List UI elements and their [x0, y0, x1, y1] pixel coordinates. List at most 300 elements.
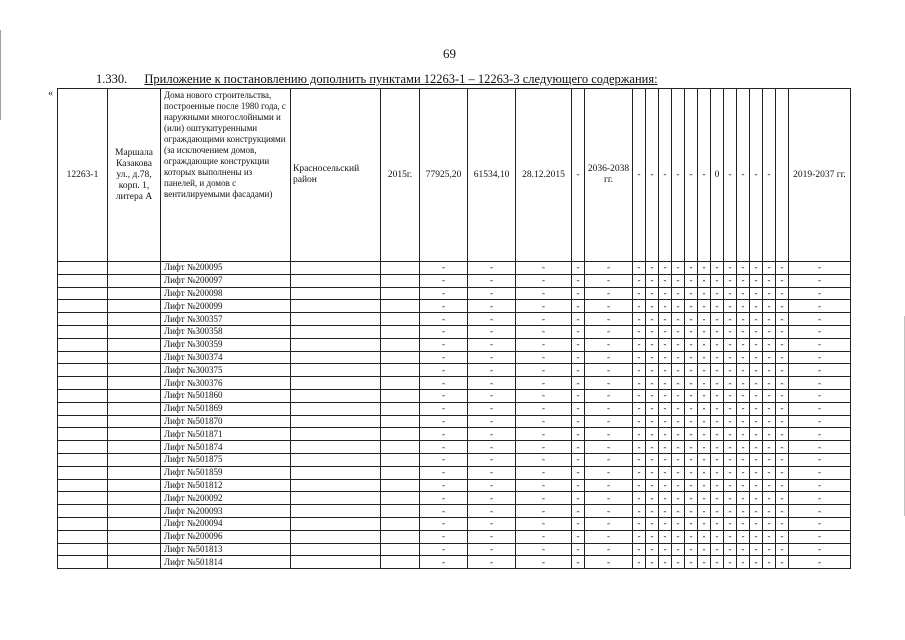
cell-dash: -: [737, 453, 750, 466]
cell-dash: -: [572, 274, 585, 287]
cell-dash: -: [698, 543, 711, 556]
cell-dash: -: [646, 364, 659, 377]
cell-dash: -: [659, 530, 672, 543]
cell-dash: -: [516, 351, 572, 364]
cell-dash: -: [672, 530, 685, 543]
cell-dash: -: [420, 287, 468, 300]
cell-dash: -: [750, 402, 763, 415]
cell-lift-name: Лифт №300376: [161, 377, 291, 390]
cell-dash: -: [685, 274, 698, 287]
cell-empty: [58, 505, 108, 518]
cell-lift-name: Лифт №501860: [161, 389, 291, 402]
cell-dash: -: [724, 351, 737, 364]
cell-dash: -: [685, 517, 698, 530]
table-row: [58, 441, 851, 454]
cell-dash: -: [711, 325, 724, 338]
cell-dash: -: [750, 505, 763, 518]
cell-dash: -: [516, 556, 572, 569]
cell-dash: -: [698, 453, 711, 466]
cell-dash: -: [516, 441, 572, 454]
cell-dash: -: [685, 364, 698, 377]
cell-dash: -: [659, 492, 672, 505]
cell-dash: -: [659, 287, 672, 300]
cell-dash: -: [711, 492, 724, 505]
cell-dash: -: [659, 479, 672, 492]
cell-dash: -: [776, 274, 789, 287]
cell-dash: -: [659, 89, 672, 262]
table-row: [58, 325, 851, 338]
cell-dash: -: [763, 505, 776, 518]
cell-dash: -: [672, 313, 685, 326]
cell-dash: -: [468, 530, 516, 543]
cell-dash: -: [750, 479, 763, 492]
cell-empty: [58, 351, 108, 364]
cell-dash: -: [516, 377, 572, 390]
cell-dash: -: [646, 530, 659, 543]
cell-dash: -: [737, 262, 750, 275]
cell-dash: -: [776, 556, 789, 569]
cell-dash: -: [420, 505, 468, 518]
cell-date: 28.12.2015: [516, 89, 572, 262]
cell-dash: -: [789, 389, 851, 402]
cell-dash: -: [750, 351, 763, 364]
cell-dash: -: [672, 287, 685, 300]
cell-dash: -: [516, 389, 572, 402]
cell-dash: -: [737, 543, 750, 556]
cell-dash: -: [585, 389, 633, 402]
cell-empty: [108, 492, 161, 505]
cell-dash: -: [724, 415, 737, 428]
cell-dash: -: [516, 262, 572, 275]
cell-dash: -: [672, 262, 685, 275]
cell-dash: -: [737, 530, 750, 543]
cell-dash: -: [633, 428, 646, 441]
cell-dash: -: [711, 300, 724, 313]
cell-empty: [108, 313, 161, 326]
cell-dash: -: [672, 274, 685, 287]
cell-lift-name: Лифт №200092: [161, 492, 291, 505]
cell-dash: -: [633, 466, 646, 479]
cell-empty: [381, 402, 420, 415]
cell-dash: -: [789, 428, 851, 441]
cell-dash: -: [659, 313, 672, 326]
cell-dash: -: [750, 274, 763, 287]
cell-dash: -: [572, 543, 585, 556]
cell-dash: -: [468, 287, 516, 300]
cell-dash: -: [763, 466, 776, 479]
cell-lift-name: Лифт №501869: [161, 402, 291, 415]
cell-dash: -: [468, 492, 516, 505]
cell-period-end: 2019-2037 гг.: [789, 89, 851, 262]
cell-dash: -: [420, 556, 468, 569]
cell-dash: -: [659, 415, 672, 428]
cell-dash: -: [633, 479, 646, 492]
cell-dash: -: [685, 287, 698, 300]
cell-area-total: 77925,20: [420, 89, 468, 262]
cell-dash: -: [646, 274, 659, 287]
cell-dash: -: [724, 479, 737, 492]
cell-empty: [381, 466, 420, 479]
cell-dash: -: [516, 325, 572, 338]
cell-empty: [58, 300, 108, 313]
cell-dash: -: [763, 530, 776, 543]
cell-dash: -: [420, 517, 468, 530]
cell-dash: -: [724, 428, 737, 441]
cell-dash: -: [572, 300, 585, 313]
cell-dash: -: [516, 313, 572, 326]
table-row: [58, 517, 851, 530]
cell-dash: -: [516, 517, 572, 530]
table-row: [58, 300, 851, 313]
cell-dash: -: [420, 402, 468, 415]
cell-dash: -: [572, 517, 585, 530]
cell-empty: [108, 300, 161, 313]
cell-dash: -: [763, 274, 776, 287]
cell-empty: [381, 505, 420, 518]
cell-dash: -: [468, 364, 516, 377]
intro-number: 1.330.: [96, 72, 128, 86]
cell-dash: -: [711, 505, 724, 518]
cell-dash: -: [711, 338, 724, 351]
table-row: [58, 530, 851, 543]
cell-dash: -: [646, 466, 659, 479]
cell-dash: -: [468, 300, 516, 313]
cell-dash: -: [763, 441, 776, 454]
cell-dash: -: [711, 453, 724, 466]
cell-dash: -: [685, 479, 698, 492]
cell-dash: -: [633, 262, 646, 275]
cell-dash: -: [750, 415, 763, 428]
cell-dash: -: [646, 505, 659, 518]
cell-dash: -: [572, 556, 585, 569]
cell-lift-name: Лифт №501814: [161, 556, 291, 569]
cell-dash: -: [763, 313, 776, 326]
cell-dash: -: [776, 530, 789, 543]
cell-dash: -: [776, 389, 789, 402]
cell-dash: -: [776, 402, 789, 415]
cell-dash: -: [572, 364, 585, 377]
table-row: [58, 377, 851, 390]
cell-dash: -: [585, 287, 633, 300]
cell-dash: -: [711, 377, 724, 390]
cell-empty: [291, 313, 381, 326]
cell-dash: -: [468, 453, 516, 466]
cell-lift-name: Лифт №501875: [161, 453, 291, 466]
cell-dash: -: [789, 517, 851, 530]
cell-dash: -: [672, 505, 685, 518]
cell-dash: -: [420, 389, 468, 402]
cell-dash: -: [685, 505, 698, 518]
cell-lift-name: Лифт №501813: [161, 543, 291, 556]
cell-dash: -: [724, 453, 737, 466]
cell-dash: -: [420, 479, 468, 492]
cell-dash: -: [763, 556, 776, 569]
cell-dash: -: [420, 364, 468, 377]
cell-dash: -: [572, 377, 585, 390]
cell-dash: -: [737, 517, 750, 530]
cell-empty: [776, 89, 789, 262]
cell-dash: -: [468, 325, 516, 338]
cell-empty: [381, 492, 420, 505]
cell-dash: -: [776, 325, 789, 338]
cell-dash: -: [789, 325, 851, 338]
cell-empty: [291, 530, 381, 543]
cell-empty: [291, 325, 381, 338]
cell-dash: -: [659, 556, 672, 569]
cell-empty: [381, 415, 420, 428]
table-row: [58, 262, 851, 275]
cell-dash: -: [585, 492, 633, 505]
cell-district: Красносельский район: [291, 89, 381, 262]
cell-dash: -: [724, 287, 737, 300]
cell-dash: -: [737, 351, 750, 364]
cell-dash: -: [516, 338, 572, 351]
cell-dash: -: [659, 364, 672, 377]
cell-dash: -: [420, 530, 468, 543]
cell-dash: -: [698, 338, 711, 351]
cell-lift-name: Лифт №200095: [161, 262, 291, 275]
cell-dash: -: [763, 300, 776, 313]
cell-dash: -: [737, 441, 750, 454]
cell-dash: -: [685, 543, 698, 556]
cell-empty: [108, 453, 161, 466]
cell-empty: [58, 428, 108, 441]
table-row: [58, 402, 851, 415]
cell-dash: -: [750, 530, 763, 543]
cell-dash: -: [711, 351, 724, 364]
cell-dash: -: [672, 364, 685, 377]
cell-dash: -: [711, 479, 724, 492]
cell-dash: -: [516, 479, 572, 492]
cell-dash: -: [750, 364, 763, 377]
cell-empty: [108, 517, 161, 530]
cell-dash: -: [750, 492, 763, 505]
cell-dash: -: [572, 325, 585, 338]
cell-dash: -: [420, 325, 468, 338]
cell-dash: -: [646, 402, 659, 415]
cell-dash: -: [750, 453, 763, 466]
cell-dash: -: [763, 402, 776, 415]
cell-empty: [58, 479, 108, 492]
cell-dash: -: [659, 377, 672, 390]
cell-dash: -: [737, 556, 750, 569]
cell-dash: -: [585, 479, 633, 492]
table-row: [58, 492, 851, 505]
cell-dash: -: [633, 441, 646, 454]
cell-dash: -: [646, 351, 659, 364]
cell-dash: -: [698, 274, 711, 287]
cell-dash: -: [763, 517, 776, 530]
cell-dash: -: [776, 428, 789, 441]
table-row: [58, 466, 851, 479]
cell-dash: -: [789, 402, 851, 415]
cell-dash: -: [711, 466, 724, 479]
table-row: [58, 415, 851, 428]
cell-dash: -: [672, 325, 685, 338]
cell-dash: -: [711, 441, 724, 454]
cell-dash: -: [420, 300, 468, 313]
cell-dash: -: [646, 89, 659, 262]
cell-dash: -: [659, 453, 672, 466]
cell-zero: 0: [711, 89, 724, 262]
cell-dash: -: [789, 274, 851, 287]
cell-dash: -: [789, 492, 851, 505]
cell-dash: -: [633, 287, 646, 300]
cell-dash: -: [711, 313, 724, 326]
cell-dash: -: [672, 466, 685, 479]
cell-empty: [291, 338, 381, 351]
cell-dash: -: [646, 479, 659, 492]
cell-dash: -: [724, 402, 737, 415]
cell-dash: -: [789, 377, 851, 390]
cell-dash: -: [659, 300, 672, 313]
cell-dash: -: [789, 466, 851, 479]
cell-dash: -: [572, 262, 585, 275]
cell-empty: [381, 274, 420, 287]
table-row: [58, 313, 851, 326]
cell-dash: -: [789, 543, 851, 556]
cell-dash: -: [763, 351, 776, 364]
cell-dash: -: [633, 517, 646, 530]
cell-dash: -: [750, 428, 763, 441]
cell-dash: -: [698, 505, 711, 518]
cell-empty: [291, 287, 381, 300]
cell-dash: -: [646, 428, 659, 441]
cell-dash: -: [685, 492, 698, 505]
cell-dash: -: [698, 364, 711, 377]
cell-dash: -: [711, 262, 724, 275]
cell-dash: -: [698, 287, 711, 300]
cell-empty: [291, 364, 381, 377]
cell-empty: [58, 287, 108, 300]
cell-dash: -: [698, 351, 711, 364]
cell-empty: [108, 389, 161, 402]
cell-dash: -: [789, 479, 851, 492]
cell-lift-name: Лифт №200093: [161, 505, 291, 518]
cell-dash: -: [646, 543, 659, 556]
cell-dash: -: [776, 505, 789, 518]
cell-dash: -: [659, 517, 672, 530]
cell-dash: -: [750, 441, 763, 454]
cell-dash: -: [750, 262, 763, 275]
cell-dash: -: [698, 428, 711, 441]
cell-empty: [58, 415, 108, 428]
cell-dash: -: [468, 274, 516, 287]
table-row: [58, 338, 851, 351]
cell-dash: -: [420, 466, 468, 479]
cell-empty: [291, 505, 381, 518]
cell-empty: [58, 453, 108, 466]
cell-dash: -: [468, 479, 516, 492]
cell-empty: [381, 441, 420, 454]
cell-dash: -: [789, 351, 851, 364]
cell-empty: [381, 428, 420, 441]
cell-dash: -: [646, 287, 659, 300]
cell-dash: -: [724, 492, 737, 505]
cell-empty: [108, 543, 161, 556]
cell-empty: [291, 389, 381, 402]
cell-dash: -: [685, 453, 698, 466]
cell-empty: [108, 262, 161, 275]
cell-dash: -: [672, 453, 685, 466]
cell-dash: -: [468, 428, 516, 441]
cell-empty: [291, 351, 381, 364]
cell-dash: -: [572, 338, 585, 351]
cell-dash: -: [420, 274, 468, 287]
cell-dash: -: [420, 492, 468, 505]
cell-dash: -: [711, 428, 724, 441]
cell-dash: -: [468, 466, 516, 479]
cell-dash: -: [516, 543, 572, 556]
cell-dash: -: [750, 325, 763, 338]
cell-dash: -: [672, 338, 685, 351]
cell-dash: -: [468, 415, 516, 428]
cell-empty: [291, 453, 381, 466]
cell-dash: -: [789, 441, 851, 454]
cell-empty: [381, 262, 420, 275]
table-row: [58, 428, 851, 441]
cell-dash: -: [776, 338, 789, 351]
cell-dash: -: [724, 505, 737, 518]
cell-dash: -: [585, 351, 633, 364]
cell-empty: [108, 428, 161, 441]
cell-dash: -: [724, 338, 737, 351]
cell-dash: -: [776, 313, 789, 326]
cell-dash: -: [516, 402, 572, 415]
cell-empty: [291, 466, 381, 479]
cell-dash: -: [672, 556, 685, 569]
cell-dash: -: [737, 313, 750, 326]
cell-period: 2036-2038 гг.: [585, 89, 633, 262]
cell-dash: -: [789, 556, 851, 569]
cell-empty: [108, 415, 161, 428]
cell-dash: -: [685, 415, 698, 428]
cell-dash: -: [672, 428, 685, 441]
cell-dash: -: [420, 351, 468, 364]
cell-dash: -: [572, 530, 585, 543]
cell-dash: -: [763, 453, 776, 466]
cell-dash: -: [672, 377, 685, 390]
cell-dash: -: [672, 389, 685, 402]
cell-dash: -: [672, 300, 685, 313]
cell-dash: -: [468, 389, 516, 402]
cell-empty: [381, 453, 420, 466]
cell-dash: -: [420, 262, 468, 275]
cell-dash: -: [750, 313, 763, 326]
cell-dash: -: [585, 313, 633, 326]
table-row: [58, 453, 851, 466]
cell-dash: -: [724, 441, 737, 454]
cell-dash: -: [646, 338, 659, 351]
cell-dash: -: [646, 415, 659, 428]
cell-lift-name: Лифт №200097: [161, 274, 291, 287]
cell-dash: -: [685, 428, 698, 441]
cell-dash: -: [633, 338, 646, 351]
cell-dash: -: [585, 441, 633, 454]
cell-dash: -: [724, 89, 737, 262]
cell-lift-name: Лифт №501871: [161, 428, 291, 441]
cell-dash: -: [659, 428, 672, 441]
cell-dash: -: [516, 274, 572, 287]
cell-dash: -: [685, 466, 698, 479]
cell-lift-name: Лифт №300374: [161, 351, 291, 364]
cell-dash: -: [698, 479, 711, 492]
cell-lift-name: Лифт №300358: [161, 325, 291, 338]
cell-empty: [381, 556, 420, 569]
cell-dash: -: [750, 377, 763, 390]
cell-dash: -: [516, 530, 572, 543]
cell-dash: -: [737, 466, 750, 479]
